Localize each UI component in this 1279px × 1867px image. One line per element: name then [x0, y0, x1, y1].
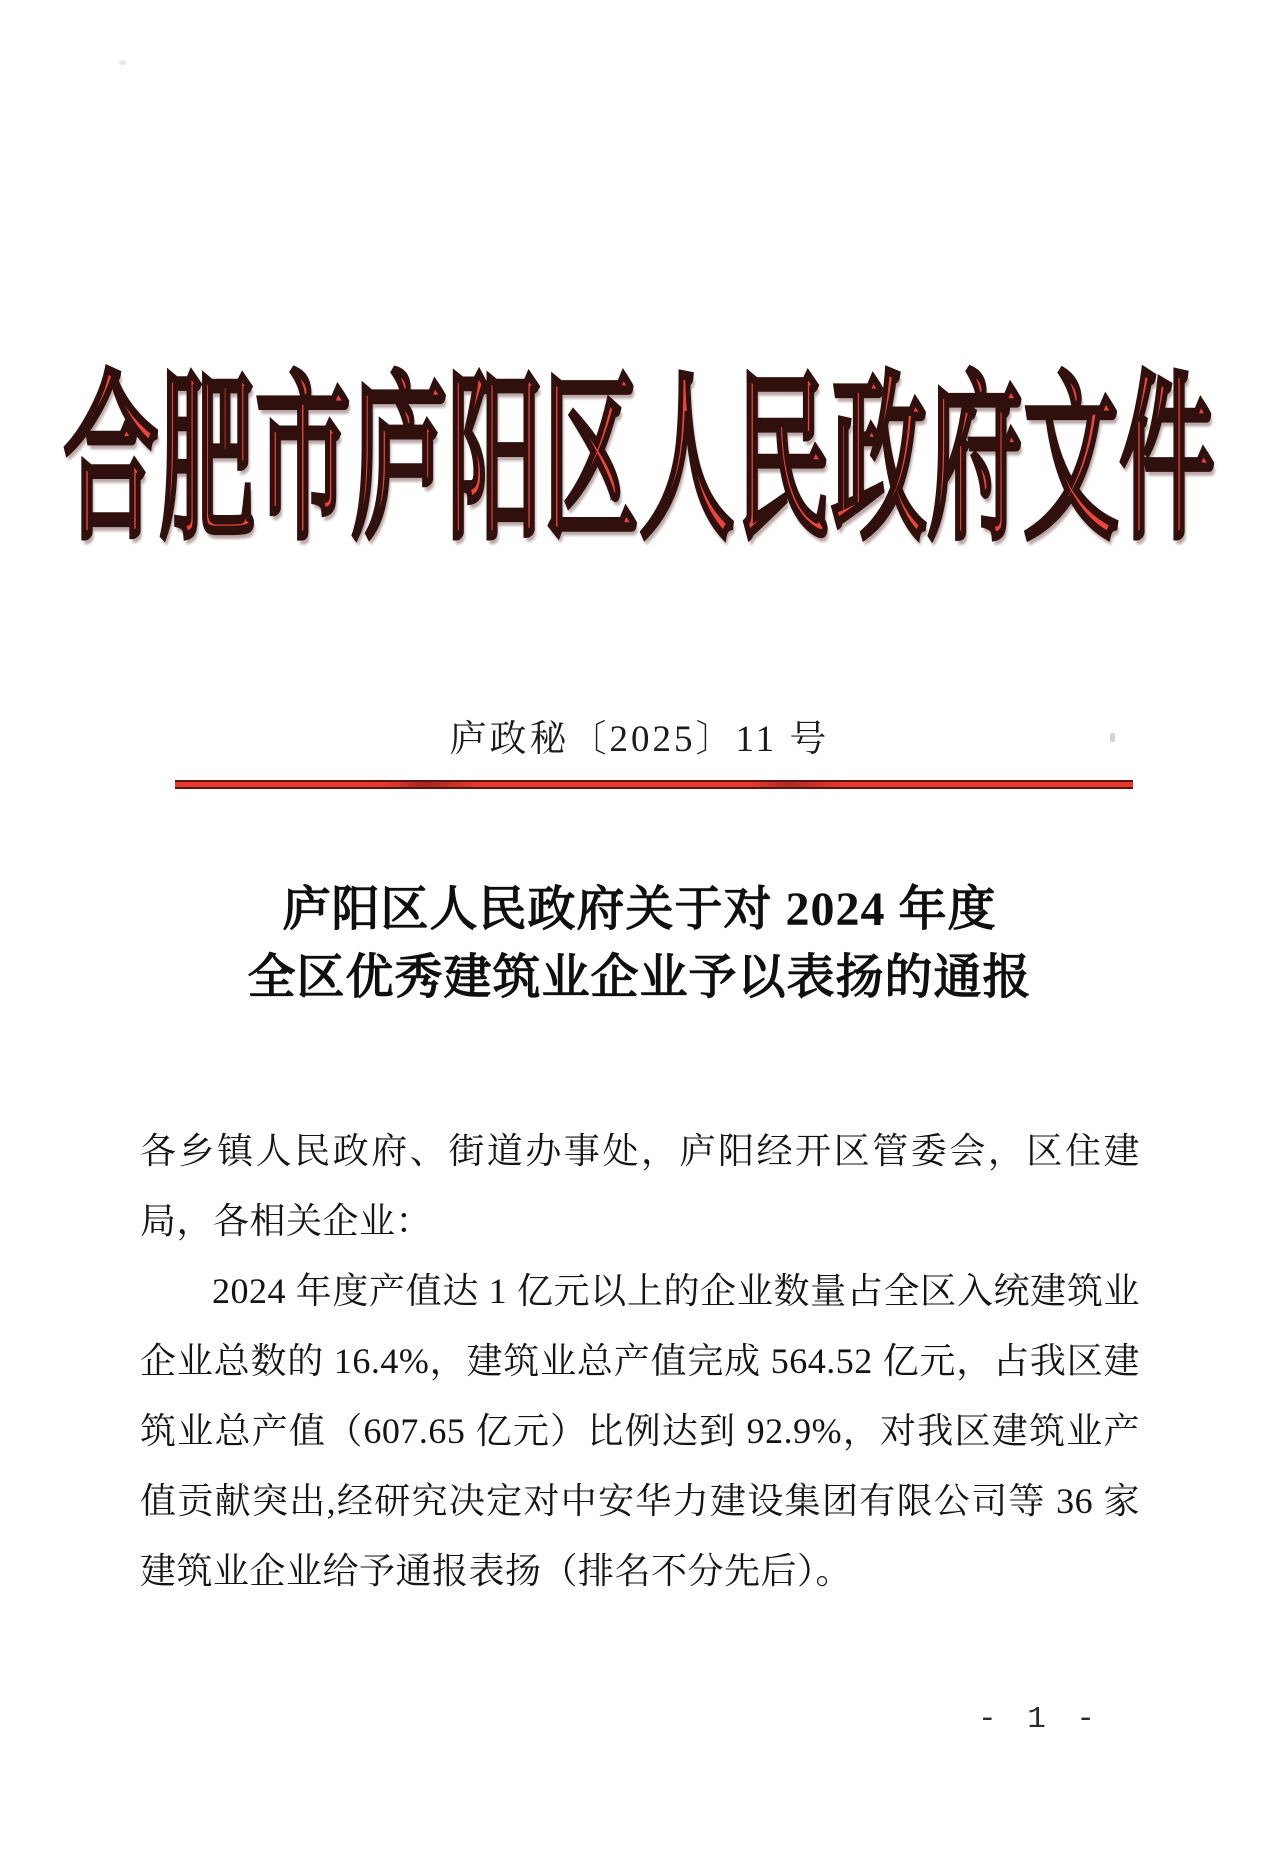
page-number: - 1 - — [978, 1702, 1102, 1737]
document-reference-number: 庐政秘〔2025〕11 号 — [449, 719, 830, 760]
scan-speck — [119, 60, 127, 65]
red-divider-line — [175, 780, 1133, 789]
document-title — [0, 876, 1279, 1012]
salutation-paragraph: 各乡镇人民政府、街道办事处，庐阳经开区管委会，区住建局，各相关企业： — [140, 1131, 1140, 1241]
letterhead-title: 合肥市庐阳区人民政府文件 — [63, 360, 1216, 562]
document-title-line2: 全区优秀建筑业企业予以表扬的通报 — [247, 951, 1032, 1004]
document-title-line1: 庐阳区人民政府关于对 2024 年度 — [282, 883, 997, 936]
body-paragraph: 2024 年度产值达 1 亿元以上的企业数量占全区入统建筑业企业总数的 16.4%，建筑业总产值完成 564.52 亿元，占我区建筑业总产值（607.65 亿元）比例达到 92.9%，对我区建筑业产值贡献突出,经研究决定对中安华力建设集团有限公司等 36 家建筑业企业给予通报表扬（排名不分先后）。 — [140, 1271, 1140, 1591]
document-body — [140, 1116, 1140, 1606]
